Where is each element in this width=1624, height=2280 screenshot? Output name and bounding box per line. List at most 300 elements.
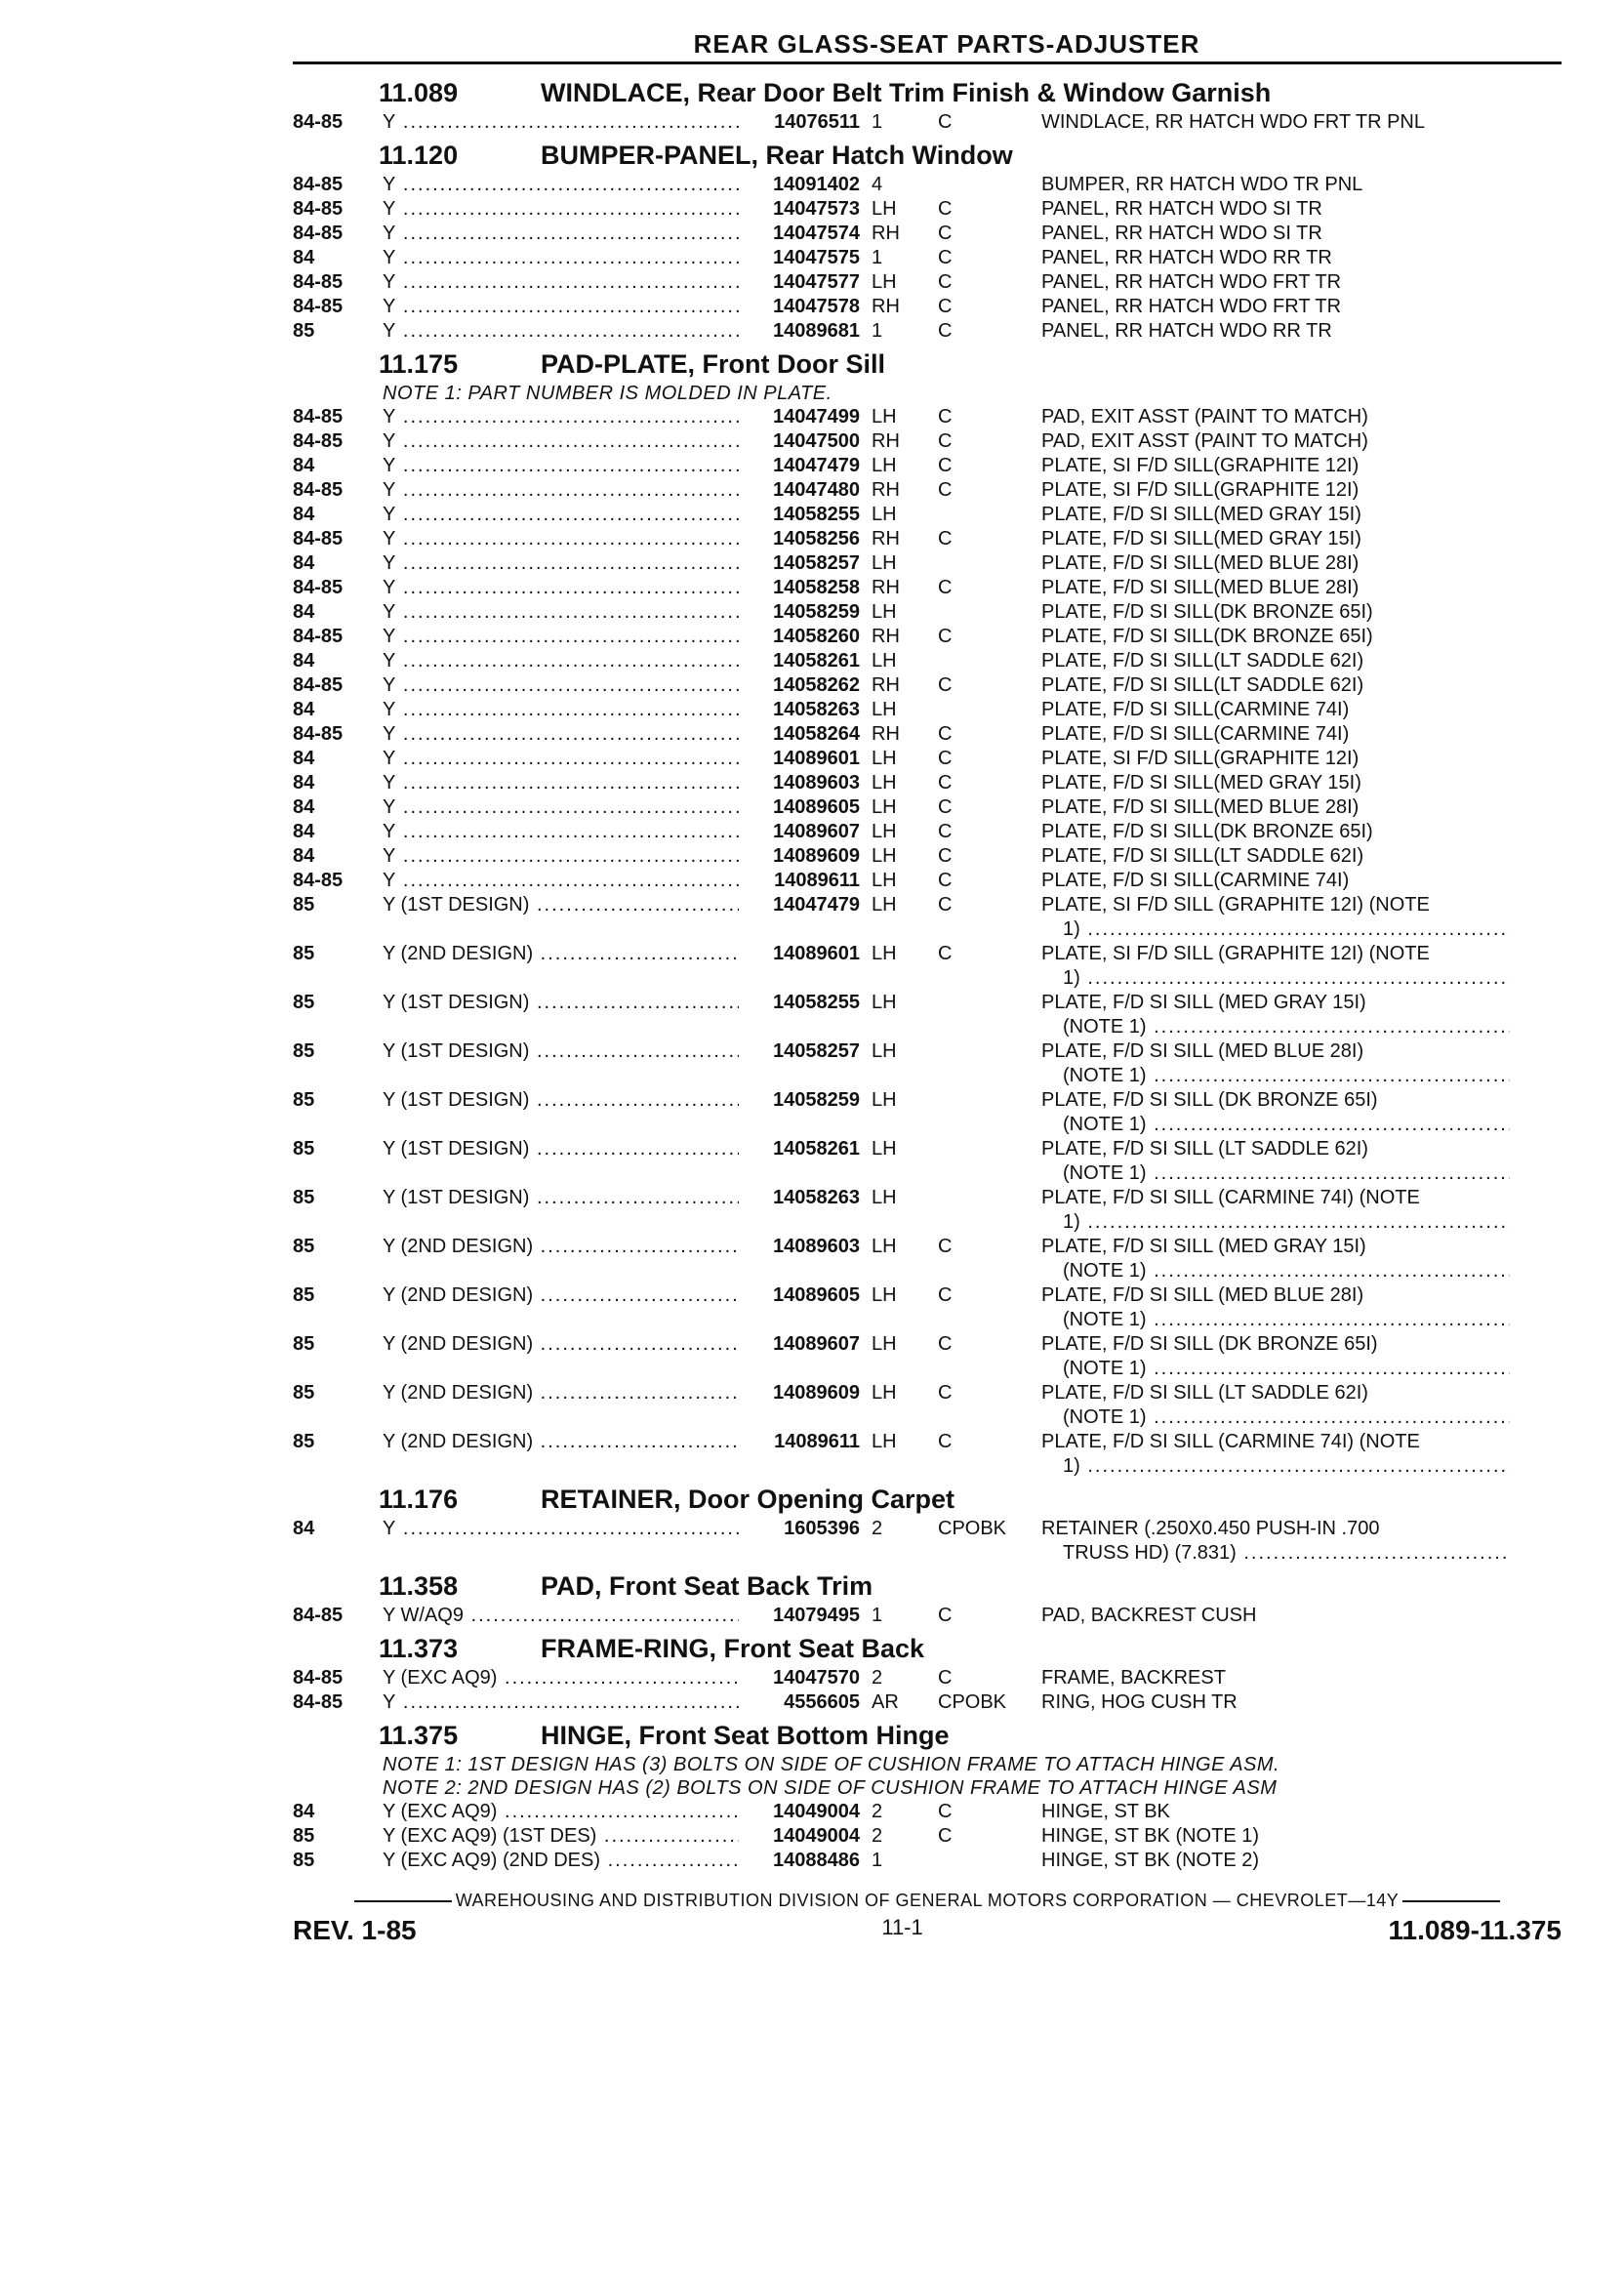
description-text: PLATE, F/D SI SILL(MED BLUE 28I) [1041,552,1360,574]
year: 84-85 [293,528,344,550]
section-heading [379,1721,1562,1751]
part-number: 14058255 [773,992,860,1013]
application: Y ..... [383,844,739,869]
description-continuation: (NOTE 1) ..... [1041,1015,1510,1039]
application: Y (2ND DESIGN) ..... [383,1332,739,1381]
description-text: PLATE, SI F/D SILL (GRAPHITE 12I) (NOTE [1041,943,1430,964]
part-number: 14091402 [773,174,860,195]
description-continuation: (NOTE 1) ..... [1041,1259,1510,1283]
year: 84 [293,247,315,268]
part-number: 14047499 [773,406,860,428]
quantity: 2 [872,1518,883,1539]
description-text: PLATE, F/D SI SILL (MED BLUE 28I) [1041,1284,1364,1306]
year: 84 [293,796,315,818]
source-code: C [938,577,953,598]
description-text: PLATE, F/D SI SILL (LT SADDLE 62I) [1041,1382,1368,1404]
description [1041,1800,1510,1824]
application: Y ..... [383,722,739,747]
description-continuation: (NOTE 1) ..... [1041,1357,1510,1381]
part-number: 14058257 [773,552,860,574]
part-row [293,722,1562,747]
part-row [293,576,1562,600]
section-heading [379,1485,1562,1515]
part-number: 14047575 [773,247,860,268]
description-text: PAD, BACKREST CUSH [1041,1605,1257,1626]
source-code: C [938,943,953,964]
description [1041,1430,1510,1479]
section-number: 11.375 [379,1721,459,1750]
description-text: PLATE, F/D SI SILL (CARMINE 74I) (NOTE [1041,1431,1420,1452]
quantity: RH [872,296,900,317]
part-number: 14089601 [773,943,860,964]
part-row [293,1849,1562,1873]
year: 85 [293,1284,315,1306]
description-text: PLATE, F/D SI SILL(MED GRAY 15I) [1041,772,1361,794]
source-code: C [938,1801,953,1822]
description [1041,820,1510,844]
part-number: 14058261 [773,1138,860,1160]
quantity: 2 [872,1825,883,1847]
description [1041,1332,1510,1381]
part-row [293,649,1562,673]
description-text: PLATE, F/D SI SILL (DK BRONZE 65I) [1041,1089,1378,1111]
section-title: WINDLACE, Rear Door Belt Trim Finish & Window Garnish [541,78,1272,107]
application: Y (1ST DESIGN) ..... [383,1186,739,1235]
part-number: 14089605 [773,1284,860,1306]
source-code: C [938,247,953,268]
description [1041,454,1510,478]
source-code: C [938,528,953,550]
part-number: 14088486 [773,1850,860,1871]
section-heading [379,1571,1562,1602]
part-number: 1605396 [784,1518,860,1539]
year: 84 [293,1801,315,1822]
part-row [293,869,1562,893]
part-number: 14058256 [773,528,860,550]
description-continuation: 1) ..... [1041,966,1510,991]
part-number: 14089607 [773,1333,860,1355]
quantity: LH [872,870,897,891]
application: Y (EXC AQ9) (1ST DES) ..... [383,1824,739,1849]
year: 85 [293,1431,315,1452]
description-text: PANEL, RR HATCH WDO SI TR [1041,198,1322,220]
description [1041,1088,1510,1137]
description [1041,429,1510,454]
quantity: LH [872,1284,897,1306]
part-row [293,1604,1562,1628]
source-code: C [938,455,953,476]
description [1041,1604,1510,1628]
part-row [293,991,1562,1039]
description [1041,1824,1510,1849]
footer-division [293,1891,1562,1911]
part-row [293,1283,1562,1332]
source-code: C [938,271,953,293]
part-number: 14089601 [773,748,860,769]
application: Y ..... [383,698,739,722]
year: 85 [293,1187,315,1208]
source-code: C [938,1236,953,1257]
part-row [293,1517,1562,1566]
year: 84 [293,699,315,720]
quantity: LH [872,796,897,818]
footer-division-text: WAREHOUSING AND DISTRIBUTION DIVISION OF GENERAL MOTORS CORPORATION — CHEVROLET—14Y [455,1891,1400,1910]
section-note: NOTE 2: 2ND DESIGN HAS (2) BOLTS ON SIDE OF CUSHION FRAME TO ATTACH HINGE ASM [383,1777,1278,1799]
part-number: 14058259 [773,601,860,623]
description-continuation: 1) ..... [1041,1454,1510,1479]
footer-rule-right [1402,1900,1500,1902]
description-text: PLATE, F/D SI SILL(MED BLUE 28I) [1041,577,1360,598]
application: Y ..... [383,527,739,551]
section-note: NOTE 1: 1ST DESIGN HAS (3) BOLTS ON SIDE OF CUSHION FRAME TO ATTACH HINGE ASM. [383,1754,1280,1775]
part-row [293,1690,1562,1715]
year: 84-85 [293,271,344,293]
description [1041,673,1510,698]
quantity: LH [872,504,897,525]
quantity: LH [872,1236,897,1257]
part-number: 14047479 [773,894,860,916]
catalog-page [293,29,1562,1946]
source-code: C [938,1605,953,1626]
description-text: PLATE, F/D SI SILL(LT SADDLE 62I) [1041,845,1364,867]
description-text: PLATE, F/D SI SILL(LT SADDLE 62I) [1041,674,1364,696]
description-continuation: TRUSS HD) (7.831) ..... [1041,1541,1510,1566]
description [1041,246,1510,270]
application: Y (1ST DESIGN) ..... [383,1137,739,1186]
part-number: 14079495 [773,1605,860,1626]
application: Y (EXC AQ9) ..... [383,1800,739,1824]
source-code: C [938,845,953,867]
year: 84-85 [293,406,344,428]
application: Y ..... [383,110,739,135]
source-code [920,600,1041,625]
description-text: BUMPER, RR HATCH WDO TR PNL [1041,174,1363,195]
application: Y (EXC AQ9) ..... [383,1666,739,1690]
quantity: 2 [872,1667,883,1689]
description-continuation: (NOTE 1) ..... [1041,1405,1510,1430]
part-row [293,429,1562,454]
part-row [293,747,1562,771]
page-number: 11-1 [881,1915,923,1939]
description-text: PLATE, F/D SI SILL (CARMINE 74I) (NOTE [1041,1187,1420,1208]
application: Y ..... [383,747,739,771]
description-text: PLATE, F/D SI SILL (DK BRONZE 65I) [1041,1333,1378,1355]
description [1041,503,1510,527]
year: 84-85 [293,111,344,133]
quantity: LH [872,943,897,964]
description [1041,478,1510,503]
description [1041,1849,1510,1873]
application: Y ..... [383,673,739,698]
part-row [293,173,1562,197]
sections-container [293,78,1562,1873]
application: Y ..... [383,795,739,820]
description-text: PLATE, SI F/D SILL(GRAPHITE 12I) [1041,748,1360,769]
part-number: 14047577 [773,271,860,293]
description [1041,222,1510,246]
year: 85 [293,1850,315,1871]
description-text: PLATE, F/D SI SILL(CARMINE 74I) [1041,699,1350,720]
part-row [293,1824,1562,1849]
section-number: 11.176 [379,1485,459,1514]
part-row [293,1800,1562,1824]
year: 85 [293,992,315,1013]
application: Y ..... [383,295,739,319]
part-number: 14089607 [773,821,860,842]
year: 85 [293,1236,315,1257]
part-row [293,503,1562,527]
quantity: 1 [872,320,883,342]
description [1041,1517,1510,1566]
description [1041,1137,1510,1186]
quantity: RH [872,528,900,550]
application: Y (2ND DESIGN) ..... [383,1430,739,1479]
quantity: LH [872,271,897,293]
year: 84-85 [293,223,344,244]
application: Y ..... [383,222,739,246]
description-text: PLATE, F/D SI SILL(MED GRAY 15I) [1041,528,1361,550]
part-row [293,527,1562,551]
part-row [293,1039,1562,1088]
part-number: 14089609 [773,845,860,867]
description-text: HINGE, ST BK [1041,1801,1170,1822]
description [1041,1690,1510,1715]
description [1041,551,1510,576]
description [1041,795,1510,820]
year: 85 [293,1382,315,1404]
description [1041,527,1510,551]
part-number: 14089605 [773,796,860,818]
quantity: LH [872,198,897,220]
description-continuation: 1) ..... [1041,1210,1510,1235]
part-number: 14047570 [773,1667,860,1689]
quantity: LH [872,894,897,916]
description [1041,1235,1510,1283]
source-code: C [938,626,953,647]
source-code: C [938,894,953,916]
description-text: PLATE, F/D SI SILL(LT SADDLE 62I) [1041,650,1364,672]
description-continuation: (NOTE 1) ..... [1041,1113,1510,1137]
part-number: 14058262 [773,674,860,696]
description-text: FRAME, BACKREST [1041,1667,1226,1689]
part-row [293,698,1562,722]
part-number: 14089609 [773,1382,860,1404]
application: Y ..... [383,503,739,527]
description-text: PANEL, RR HATCH WDO RR TR [1041,320,1332,342]
quantity: LH [872,1040,897,1062]
application: Y ..... [383,270,739,295]
source-code: C [938,1333,953,1355]
part-number: 14089603 [773,772,860,794]
part-number: 14058261 [773,650,860,672]
source-code: C [938,320,953,342]
section-note: NOTE 1: PART NUMBER IS MOLDED IN PLATE. [383,383,832,404]
description-continuation: 1) ..... [1041,917,1510,942]
part-row [293,1430,1562,1479]
part-row [293,795,1562,820]
part-row [293,197,1562,222]
description-continuation: (NOTE 1) ..... [1041,1161,1510,1186]
application: Y ..... [383,173,739,197]
description [1041,405,1510,429]
application: Y ..... [383,319,739,344]
section-title: PAD, Front Seat Back Trim [541,1571,873,1601]
source-code: C [938,796,953,818]
description-continuation: (NOTE 1) ..... [1041,1064,1510,1088]
year: 84-85 [293,198,344,220]
quantity: 1 [872,1850,883,1871]
source-code [920,173,1041,197]
application: Y ..... [383,551,739,576]
description-text: PANEL, RR HATCH WDO RR TR [1041,247,1332,268]
source-code: C [938,111,953,133]
source-code [920,1039,1041,1088]
part-row [293,844,1562,869]
source-code: C [938,772,953,794]
description-text: PLATE, F/D SI SILL (MED GRAY 15I) [1041,992,1366,1013]
application: Y (2ND DESIGN) ..... [383,1235,739,1283]
part-row [293,478,1562,503]
application: Y ..... [383,1517,739,1566]
description-text: PAD, EXIT ASST (PAINT TO MATCH) [1041,430,1368,452]
revision-label: REV. 1-85 [293,1915,417,1945]
description [1041,1381,1510,1430]
quantity: LH [872,1333,897,1355]
quantity: RH [872,430,900,452]
source-code: CPOBK [938,1691,1007,1713]
description [1041,600,1510,625]
source-code: C [938,821,953,842]
description-text: HINGE, ST BK (NOTE 2) [1041,1850,1259,1871]
description-text: WINDLACE, RR HATCH WDO FRT TR PNL [1041,111,1425,133]
description-text: PAD, EXIT ASST (PAINT TO MATCH) [1041,406,1368,428]
section-heading [379,141,1562,171]
part-row [293,771,1562,795]
part-row [293,319,1562,344]
source-code: C [938,723,953,745]
source-code [920,1088,1041,1137]
year: 84-85 [293,870,344,891]
description [1041,295,1510,319]
source-code [920,991,1041,1039]
footer-rule-left [354,1900,452,1902]
part-number: 14089611 [774,1431,860,1452]
year: 84 [293,650,315,672]
application: Y (2ND DESIGN) ..... [383,1381,739,1430]
source-code: C [938,674,953,696]
part-row [293,942,1562,991]
quantity: LH [872,1187,897,1208]
year: 84-85 [293,430,344,452]
description [1041,1283,1510,1332]
part-row [293,820,1562,844]
year: 84-85 [293,723,344,745]
quantity: LH [872,1431,897,1452]
description [1041,698,1510,722]
application: Y (1ST DESIGN) ..... [383,1039,739,1088]
application: Y (EXC AQ9) (2ND DES) ..... [383,1849,739,1873]
quantity: 1 [872,1605,883,1626]
source-code: C [938,296,953,317]
source-code [920,698,1041,722]
part-number: 14058263 [773,699,860,720]
application: Y ..... [383,405,739,429]
application: Y ..... [383,600,739,625]
year: 84-85 [293,674,344,696]
year: 84 [293,748,315,769]
description-text: PANEL, RR HATCH WDO FRT TR [1041,296,1342,317]
application: Y ..... [383,454,739,478]
quantity: 1 [872,111,883,133]
part-row [293,1332,1562,1381]
year: 85 [293,943,315,964]
source-code: C [938,748,953,769]
quantity: LH [872,601,897,623]
quantity: RH [872,577,900,598]
part-row [293,625,1562,649]
part-number: 14089681 [773,320,860,342]
section-range: 11.089-11.375 [1388,1915,1562,1945]
application: Y ..... [383,246,739,270]
application: Y ..... [383,576,739,600]
source-code: C [938,1284,953,1306]
quantity: RH [872,723,900,745]
quantity: RH [872,674,900,696]
quantity: RH [872,223,900,244]
part-row [293,893,1562,942]
section-title: FRAME-RING, Front Seat Back [541,1634,925,1663]
description [1041,173,1510,197]
source-code [920,1186,1041,1235]
description [1041,1186,1510,1235]
source-code: C [938,198,953,220]
application: Y ..... [383,197,739,222]
source-code: C [938,223,953,244]
part-row [293,1381,1562,1430]
section-heading [379,78,1562,108]
description-text: PLATE, F/D SI SILL(MED GRAY 15I) [1041,504,1361,525]
part-number: 14047500 [773,430,860,452]
quantity: LH [872,821,897,842]
description [1041,991,1510,1039]
quantity: 1 [872,247,883,268]
application: Y W/AQ9 ..... [383,1604,739,1628]
part-row [293,405,1562,429]
section-number: 11.358 [379,1571,459,1601]
part-number: 14058257 [773,1040,860,1062]
application: Y ..... [383,820,739,844]
footer-bottom [293,1915,1562,1946]
source-code: C [938,1825,953,1847]
source-code: C [938,406,953,428]
year: 85 [293,320,315,342]
part-row [293,295,1562,319]
source-code: C [938,870,953,891]
description-text: PLATE, F/D SI SILL (MED BLUE 28I) [1041,1040,1364,1062]
part-number: 14058263 [773,1187,860,1208]
source-code: C [938,1667,953,1689]
quantity: LH [872,845,897,867]
part-row [293,1666,1562,1690]
source-code [920,551,1041,576]
quantity: LH [872,1382,897,1404]
description-text: PANEL, RR HATCH WDO FRT TR [1041,271,1342,293]
quantity: LH [872,552,897,574]
part-row [293,600,1562,625]
application: Y (1ST DESIGN) ..... [383,991,739,1039]
description-text: PLATE, F/D SI SILL (LT SADDLE 62I) [1041,1138,1368,1160]
part-row [293,454,1562,478]
